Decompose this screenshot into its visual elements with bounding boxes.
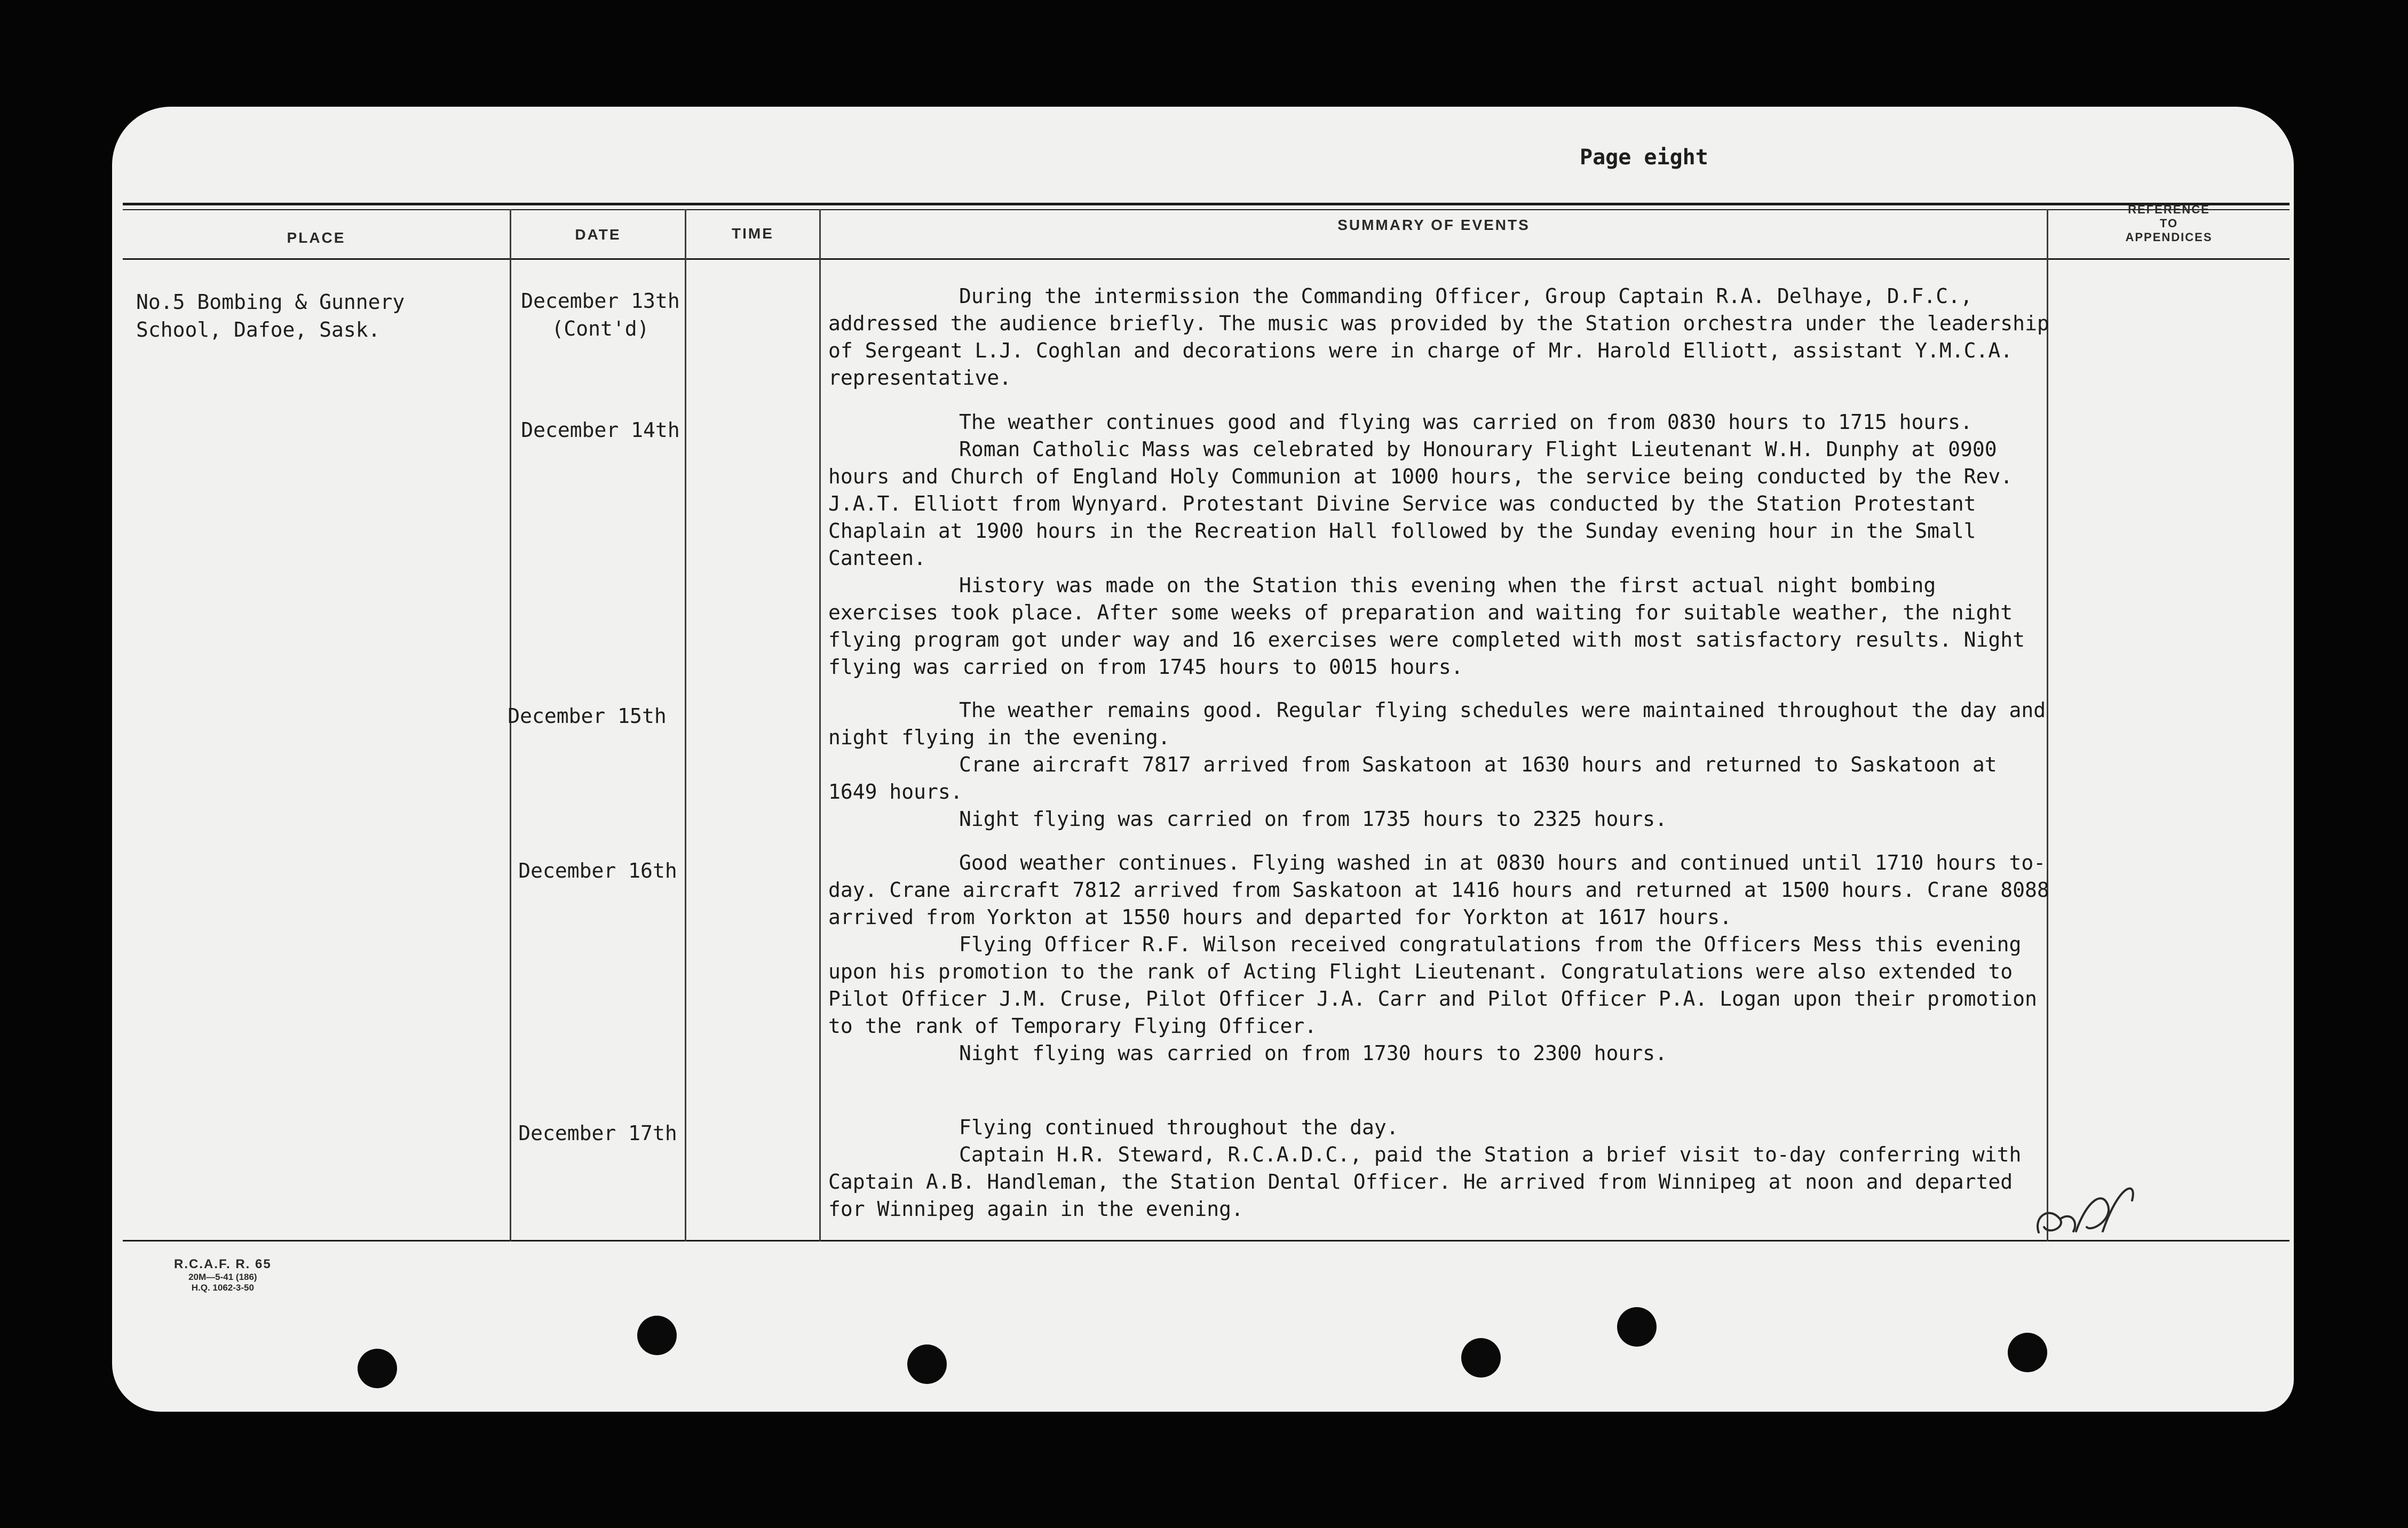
- header-place: PLACE: [287, 229, 346, 246]
- header-bottom-rule: [123, 258, 2290, 260]
- punch-hole: [358, 1349, 397, 1388]
- punch-hole: [1461, 1338, 1501, 1378]
- form-print-run: 20M—5-41 (186): [188, 1272, 257, 1282]
- date-cell: December 17th: [518, 1121, 677, 1145]
- summary-paragraph: Flying Officer R.F. Wilson received congratulations from the Officers Mess this evening upon his promotion to the rank of Acting Flight Lieutenant. Congratulations were also extended to Pilot Officer J.M. Cruse, Pilot Officer J.A. Carr and Pilot Officer P.A. Logan upon their promotion to the rank of Temporary Flying Officer.: [828, 933, 2037, 1038]
- summary-entry: [828, 409, 2050, 681]
- summary-paragraph: Night flying was carried on from 1730 hours to 2300 hours.: [959, 1041, 1667, 1065]
- date-cell: December 13th (Cont'd): [521, 289, 680, 340]
- summary-paragraph: Flying continued throughout the day.: [959, 1116, 1399, 1139]
- form-number: R.C.A.F. R. 65: [174, 1257, 272, 1271]
- column-divider-date-time: [685, 209, 686, 1242]
- summary-paragraph: Night flying was carried on from 1735 hours to 2325 hours.: [959, 807, 1667, 831]
- date-cell: December 15th: [508, 704, 667, 728]
- header-top-rule-thin: [123, 209, 2290, 210]
- header-reference-line1: REFERENCE: [2128, 203, 2210, 216]
- summary-entry: [828, 283, 2050, 392]
- footer-rule: [123, 1240, 2290, 1242]
- summary-paragraph: Good weather continues. Flying washed in at 0830 hours and continued until 1710 hours to-day. Crane aircraft 7812 arrived from Saskatoon at 1416 hours and returned at 1500 hours. Crane 8088 arrived from Yorkton at 1550 hours and departed for Yorkton at 1617 hours.: [828, 851, 2049, 929]
- date-cell: December 16th: [518, 859, 677, 882]
- summary-entry: [828, 697, 2050, 833]
- summary-paragraph: Roman Catholic Mass was celebrated by Honourary Flight Lieutenant W.H. Dunphy at 0900 hours and Church of England Holy Communion at 1000 hours, the service being conducted by the Rev. J.A.T. Elliott from Wynyard. Protestant Divine Service was conducted by the Station Protestant Chaplain at 1900 hours in the Recreation Hall followed by the Sunday evening hour in the Small Canteen.: [828, 437, 2013, 570]
- form-identifier: [174, 1257, 272, 1293]
- punch-hole: [637, 1316, 677, 1355]
- punch-hole: [907, 1344, 947, 1384]
- summary-entry: [828, 1114, 2050, 1223]
- date-cell: December 14th: [521, 418, 680, 442]
- header-reference: [2048, 203, 2290, 244]
- place-cell: No.5 Bombing & Gunnery School, Dafoe, Sask.: [136, 290, 405, 341]
- summary-paragraph: Captain H.R. Steward, R.C.A.D.C., paid the Station a brief visit to-day conferring with Captain A.B. Handleman, the Station Dental Officer. He arrived from Winnipeg at noon and departed for Winnipeg again in the evening.: [828, 1143, 2022, 1221]
- summary-paragraph: The weather remains good. Regular flying schedules were maintained throughout the day and night flying in the evening.: [828, 698, 2046, 749]
- punch-hole: [2008, 1333, 2047, 1372]
- header-reference-line3: APPENDICES: [2125, 230, 2213, 244]
- column-divider-time-summary: [819, 209, 821, 1242]
- header-date: DATE: [575, 226, 621, 243]
- handwritten-initials: [2028, 1168, 2145, 1243]
- header-time: TIME: [732, 225, 774, 242]
- summary-paragraph: The weather continues good and flying was carried on from 0830 hours to 1715 hours.: [959, 410, 1973, 434]
- summary-paragraph: During the intermission the Commanding Officer, Group Captain R.A. Delhaye, D.F.C., addressed the audience briefly. The music was provided by the Station orchestra under the leadership of Sergeant L.J. Coghlan and decorations were in charge of Mr. Harold Elliott, assistant Y.M.C.A. representative.: [828, 284, 2049, 389]
- summary-paragraph: Crane aircraft 7817 arrived from Saskatoon at 1630 hours and returned to Saskatoon at 1649 hours.: [828, 753, 1997, 803]
- punch-hole: [1617, 1307, 1657, 1347]
- header-reference-line2: TO: [2159, 217, 2179, 230]
- form-hq-reference: H.Q. 1062-3-50: [191, 1283, 254, 1293]
- header-summary: SUMMARY OF EVENTS: [1337, 217, 1530, 233]
- summary-entry: [828, 849, 2050, 1067]
- summary-paragraph: History was made on the Station this evening when the first actual night bombing exercises took place. After some weeks of preparation and waiting for suitable weather, the night flying program got under way and 16 exercises were completed with most satisfactory results. Night flying was carried on from 1745 hours to 0015 hours.: [828, 574, 2025, 679]
- header-top-rule: [123, 203, 2290, 205]
- page-label: Page eight: [1580, 145, 1708, 170]
